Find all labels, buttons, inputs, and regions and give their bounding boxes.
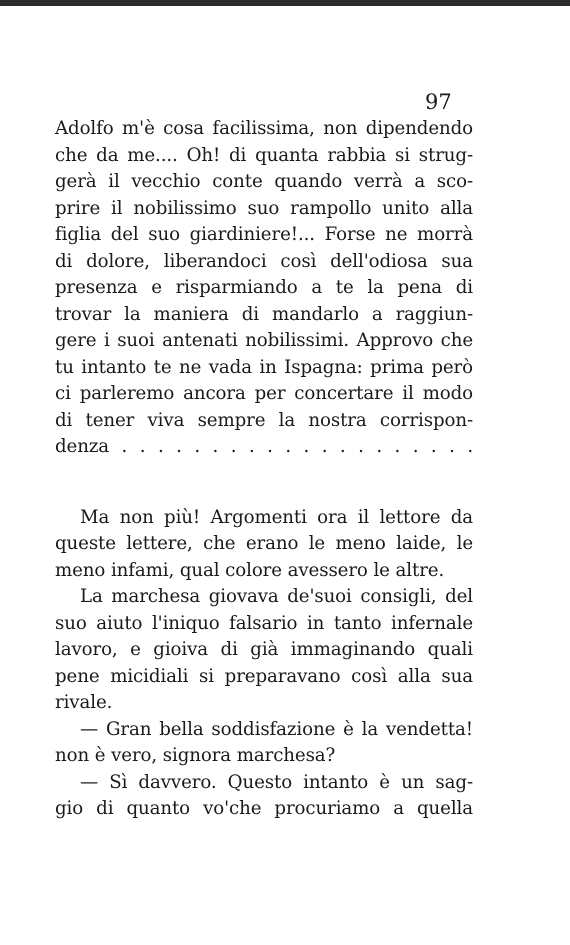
paragraph-letter-end [55,116,473,461]
text-line: prire il nobilissimo suo rampollo unito alla [55,197,473,219]
text-line: queste lettere, che erano le meno laide, le [55,533,473,554]
text-line: figlia del suo giardiniere!... Forse ne morrà [55,224,473,245]
text-line: rivale. [55,692,113,713]
paragraph-dialogue-2 [55,770,473,823]
text-line: suo aiuto l'iniquo falsario in tanto infernale [55,612,473,634]
text-line: presenza e risparmiando a te la pena di [55,277,473,298]
text-line: — Gran bella soddisfazione è la vendetta! [80,718,473,740]
text-line: meno infami, qual colore avessero le altre. [55,559,445,581]
page-number: 97 [425,90,452,114]
text-line: di tener viva sempre la nostra corrispon- [55,409,473,431]
body-text [55,116,473,823]
paragraph-narrator [55,505,473,585]
text-line: Adolfo m'è cosa facilissima, non dipendendo [55,118,473,139]
text-line: pene micidiali si preparavano così alla sua [55,665,473,687]
paragraph-dialogue-1 [55,717,473,770]
section-gap [55,461,473,505]
text-line: ci parleremo ancora per concertare il modo [55,383,473,404]
text-line: gerà il vecchio conte quando verrà a sco- [55,171,473,192]
paragraph-marchesa [55,584,473,717]
text-line: — Sì davvero. Questo intanto è un sag- [80,771,473,793]
text-line: di dolore, liberandoci così dell'odiosa sua [55,250,473,272]
top-edge-rule [0,0,570,6]
text-line: trovar la maniera di mandarlo a raggiun- [55,303,473,325]
text-line: tu intanto te ne vada in Ispagna: prima però [55,356,473,378]
text-line: gere i suoi antenati nobilissimi. Approvo che [55,330,473,351]
text-line: lavoro, e gioiva di già immaginando quali [55,639,473,660]
text-line: La marchesa giovava de'suoi consigli, del [80,586,473,607]
text-line: gio di quanto vo'che procuriamo a quella [55,798,473,819]
text-line: Ma non più! Argomenti ora il lettore da [80,506,473,528]
text-line: denza . . . . . . . . . . . . . . . . . . . . [55,436,473,457]
text-line: che da me.... Oh! di quanta rabbia si strug- [55,144,473,166]
text-line: non è vero, signora marchesa? [55,745,336,766]
